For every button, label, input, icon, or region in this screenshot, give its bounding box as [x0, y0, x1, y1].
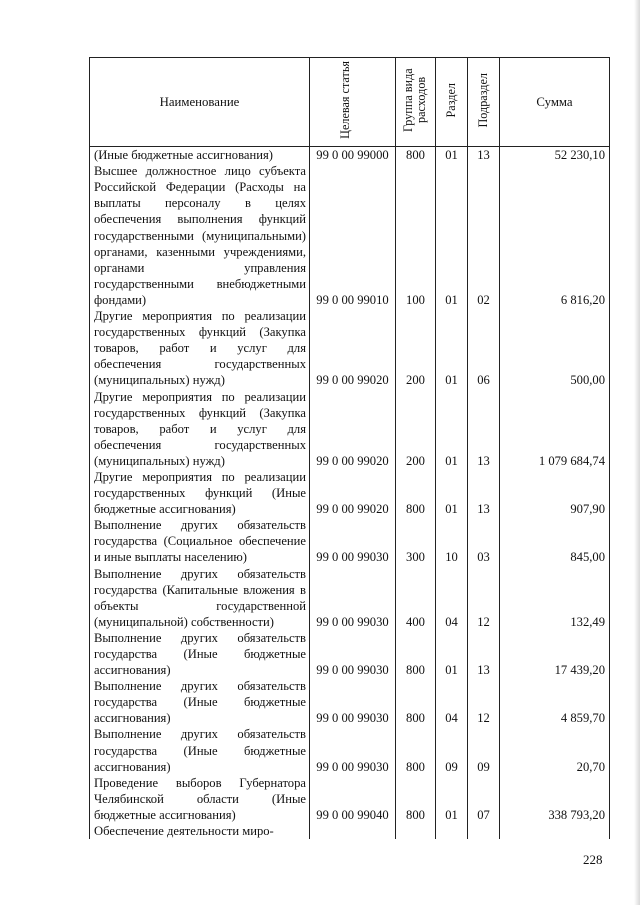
row-name: Другие мероприятия по реализации государственных функций (Иные бюджетные ассигнования) — [90, 469, 310, 517]
row-sum: 132,49 — [500, 566, 610, 630]
row-section: 01 — [436, 775, 468, 823]
row-target-article: 99 0 00 99040 — [310, 775, 396, 823]
row-name: Выполнение других обязательств государства (Социальное обеспечение и иные выплаты населению) — [90, 517, 310, 565]
row-target-article: 99 0 00 99020 — [310, 308, 396, 388]
row-sum: 907,90 — [500, 469, 610, 517]
row-name: Обеспечение деятельности миро- — [90, 823, 310, 839]
row-section: 01 — [436, 630, 468, 678]
row-subsection: 13 — [468, 630, 500, 678]
table-row — [90, 308, 610, 388]
row-target-article: 99 0 00 99000 — [310, 147, 396, 164]
row-section: 10 — [436, 517, 468, 565]
table-row — [90, 566, 610, 630]
row-expense-group: 400 — [396, 566, 436, 630]
row-name: Выполнение других обязательств государства (Капитальные вложения в объекты государственной (муниципальной) собственности) — [90, 566, 310, 630]
table-row — [90, 517, 610, 565]
row-expense-group: 800 — [396, 147, 436, 164]
row-target-article: 99 0 00 99030 — [310, 566, 396, 630]
row-expense-group: 200 — [396, 389, 436, 469]
row-target-article: 99 0 00 99030 — [310, 726, 396, 774]
row-name: Другие мероприятия по реализации государственных функций (Закупка товаров, работ и услуг для обеспечения государственных (муниципальных) нужд) — [90, 389, 310, 469]
row-expense-group: 100 — [396, 163, 436, 308]
row-target-article: 99 0 00 99030 — [310, 630, 396, 678]
table-row — [90, 775, 610, 823]
row-expense-group: 300 — [396, 517, 436, 565]
row-expense-group: 800 — [396, 630, 436, 678]
row-section: 04 — [436, 566, 468, 630]
row-target-article: 99 0 00 99020 — [310, 469, 396, 517]
row-expense-group: 800 — [396, 469, 436, 517]
table-row — [90, 389, 610, 469]
row-target-article — [310, 823, 396, 839]
row-name: Другие мероприятия по реализации государственных функций (Закупка товаров, работ и услуг для обеспечения государственных (муниципальных) нужд) — [90, 308, 310, 388]
table-row — [90, 678, 610, 726]
page-number: 228 — [583, 852, 603, 867]
row-sum: 17 439,20 — [500, 630, 610, 678]
table-header-row — [90, 58, 610, 147]
row-subsection: 02 — [468, 163, 500, 308]
row-section — [436, 823, 468, 839]
row-expense-group: 800 — [396, 726, 436, 774]
row-section: 01 — [436, 469, 468, 517]
table-row — [90, 163, 610, 308]
row-expense-group: 200 — [396, 308, 436, 388]
row-target-article: 99 0 00 99010 — [310, 163, 396, 308]
header-name: Наименование — [90, 58, 310, 147]
row-subsection: 03 — [468, 517, 500, 565]
row-sum: 4 859,70 — [500, 678, 610, 726]
row-name: Выполнение других обязательств государства (Иные бюджетные ассигнования) — [90, 678, 310, 726]
row-target-article: 99 0 00 99030 — [310, 517, 396, 565]
row-sum: 338 793,20 — [500, 775, 610, 823]
row-target-article: 99 0 00 99020 — [310, 389, 396, 469]
row-expense-group: 800 — [396, 775, 436, 823]
row-sum: 845,00 — [500, 517, 610, 565]
header-expense-group: Группа вида расходов — [396, 58, 436, 147]
row-target-article: 99 0 00 99030 — [310, 678, 396, 726]
row-sum: 20,70 — [500, 726, 610, 774]
row-section: 01 — [436, 163, 468, 308]
header-subsection: Подраздел — [468, 58, 500, 147]
row-sum: 500,00 — [500, 308, 610, 388]
row-section: 04 — [436, 678, 468, 726]
table-row — [90, 726, 610, 774]
table-row — [90, 469, 610, 517]
budget-table — [89, 57, 610, 839]
row-section: 01 — [436, 389, 468, 469]
table-row — [90, 630, 610, 678]
scan-page-edge — [634, 0, 640, 905]
table-row — [90, 147, 610, 164]
row-subsection — [468, 823, 500, 839]
row-sum: 1 079 684,74 — [500, 389, 610, 469]
row-subsection: 13 — [468, 469, 500, 517]
header-target-article: Целевая статья — [310, 58, 396, 147]
row-subsection: 06 — [468, 308, 500, 388]
header-sum: Сумма — [500, 58, 610, 147]
row-sum: 52 230,10 — [500, 147, 610, 164]
row-section: 01 — [436, 147, 468, 164]
row-expense-group: 800 — [396, 678, 436, 726]
row-name: Высшее должностное лицо субъекта Российской Федерации (Расходы на выплаты персоналу в целях обеспечения выполнения функций государственными (муниципальными) органами, казенными учреждениями, органами управления государственными внебюджетными фондами) — [90, 163, 310, 308]
row-subsection: 09 — [468, 726, 500, 774]
header-section: Раздел — [436, 58, 468, 147]
row-name: Выполнение других обязательств государства (Иные бюджетные ассигнования) — [90, 630, 310, 678]
row-subsection: 07 — [468, 775, 500, 823]
row-subsection: 13 — [468, 389, 500, 469]
row-sum: 6 816,20 — [500, 163, 610, 308]
row-sum — [500, 823, 610, 839]
row-section: 01 — [436, 308, 468, 388]
row-name: Выполнение других обязательств государства (Иные бюджетные ассигнования) — [90, 726, 310, 774]
row-subsection: 12 — [468, 566, 500, 630]
row-section: 09 — [436, 726, 468, 774]
row-subsection: 13 — [468, 147, 500, 164]
row-name: (Иные бюджетные ассигнования) — [90, 147, 310, 164]
row-name: Проведение выборов Губернатора Челябинской области (Иные бюджетные ассигнования) — [90, 775, 310, 823]
row-expense-group — [396, 823, 436, 839]
table-row — [90, 823, 610, 839]
row-subsection: 12 — [468, 678, 500, 726]
